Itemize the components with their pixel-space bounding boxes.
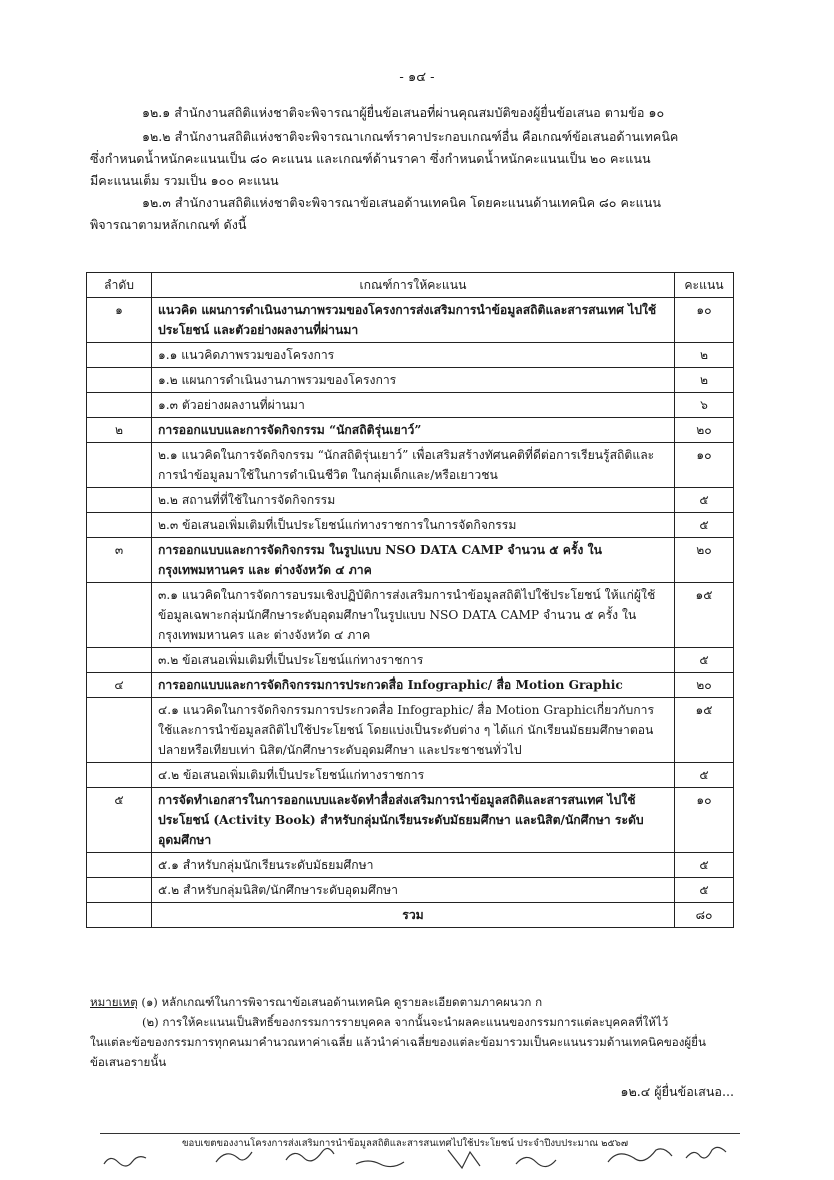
total-empty-cell <box>87 903 152 928</box>
row-order <box>87 698 152 763</box>
row-score: ๕ <box>675 763 734 788</box>
row-score: ๕ <box>675 513 734 538</box>
row-score: ๕ <box>675 488 734 513</box>
row-order: ๔ <box>87 673 152 698</box>
signature-mark <box>516 1157 556 1166</box>
row-score: ๒ <box>675 368 734 393</box>
para-12-2-line2: ซึ่งกำหนดน้ำหนักคะแนนเป็น ๘๐ คะแนน และเกณฑ์ด้านราคา ซึ่งกำหนดน้ำหนักคะแนนเป็น ๒๐ คะแนน <box>90 151 651 166</box>
row-score: ๑๕ <box>675 583 734 648</box>
footer-rule <box>100 1133 740 1134</box>
row-order <box>87 513 152 538</box>
table-row <box>87 583 734 648</box>
table-row <box>87 488 734 513</box>
notes-section <box>90 992 740 1072</box>
row-criteria-sub: ๓.๒ ข้อเสนอเพิ่มเติมที่เป็นประโยชน์แก่ทางราชการ <box>152 648 675 673</box>
row-criteria-sub: ๑.๑ แนวคิดภาพรวมของโครงการ <box>152 343 675 368</box>
row-criteria-main: การออกแบบและการจัดกิจกรรมการประกวดสื่อ Infographic/ สื่อ Motion Graphic <box>152 673 675 698</box>
row-criteria-main: การจัดทำเอกสารในการออกแบบและจัดทำสื่อส่งเสริมการนำข้อมูลสถิติและสารสนเทศ ไปใช้ประโยชน์ (Activity Book) สำหรับกลุ่มนักเรียนระดับมัธยมศึกษา และนิสิต/นักศึกษา ระดับอุดมศึกษา <box>152 788 675 853</box>
signature-mark <box>686 1147 726 1158</box>
row-criteria-sub: ๒.๒ สถานที่ที่ใช้ในการจัดกิจกรรม <box>152 488 675 513</box>
table-row <box>87 673 734 698</box>
signature-mark <box>448 1150 480 1168</box>
row-score: ๑๐ <box>675 443 734 488</box>
row-order <box>87 368 152 393</box>
row-score: ๕ <box>675 648 734 673</box>
para-12-2-line3: มีคะแนนเต็ม รวมเป็น ๑๐๐ คะแนน <box>90 173 279 188</box>
row-criteria-sub: ๕.๑ สำหรับกลุ่มนักเรียนระดับมัธยมศึกษา <box>152 853 675 878</box>
note-2-line3: ข้อเสนอรายนั้น <box>90 1055 167 1069</box>
table-row <box>87 698 734 763</box>
row-order <box>87 488 152 513</box>
section-12-text <box>90 102 730 236</box>
header-criteria: เกณฑ์การให้คะแนน <box>152 273 675 298</box>
table-row <box>87 368 734 393</box>
row-order: ๒ <box>87 418 152 443</box>
row-order: ๓ <box>87 538 152 583</box>
table-row <box>87 538 734 583</box>
note-2-line1: (๒) การให้คะแนนเป็นสิทธิ์ของกรรมการรายบุคคล จากนั้นจะนำผลคะแนนของกรรมการแต่ละบุคคลที่ให้ไว้ <box>142 1015 669 1029</box>
table-row <box>87 853 734 878</box>
table-row <box>87 418 734 443</box>
header-order: ลำดับ <box>87 273 152 298</box>
row-score: ๖ <box>675 393 734 418</box>
signature-mark <box>608 1149 672 1162</box>
row-score: ๒๐ <box>675 673 734 698</box>
signature-mark <box>356 1161 404 1167</box>
signatures-row <box>96 1140 736 1174</box>
signature-mark <box>216 1152 252 1162</box>
table-row <box>87 513 734 538</box>
signature-mark <box>286 1148 334 1160</box>
footer-text: ขอบเขตของงานโครงการส่งเสริมการนำข้อมูลสถิติและสารสนเทศไปใช้ประโยชน์ ประจำปีงบประมาณ ๒๕๖๗ <box>182 1138 629 1149</box>
table-row <box>87 443 734 488</box>
row-criteria-sub: ๓.๑ แนวคิดในการจัดการอบรมเชิงปฏิบัติการส่งเสริมการนำข้อมูลสถิติไปใช้ประโยชน์ ให้แก่ผู้ใช้ข้อมูลเฉพาะกลุ่มนักศึกษาระดับอุดมศึกษาในรูปแบบ NSO DATA CAMP จำนวน ๕ ครั้ง ในกรุงเทพมหานคร และ ต่างจังหวัด ๔ ภาค <box>152 583 675 648</box>
row-score: ๒ <box>675 343 734 368</box>
row-order <box>87 583 152 648</box>
row-criteria-sub: ๒.๓ ข้อเสนอเพิ่มเติมที่เป็นประโยชน์แก่ทางราชการในการจัดกิจกรรม <box>152 513 675 538</box>
row-score: ๑๕ <box>675 698 734 763</box>
row-score: ๕ <box>675 853 734 878</box>
row-criteria-sub: ๔.๑ แนวคิดในการจัดกิจกรรมการประกวดสื่อ Infographic/ สื่อ Motion Graphicเกี่ยวกับการใช้และการนำข้อมูลสถิติไปใช้ประโยชน์ โดยแบ่งเป็นระดับต่าง ๆ ได้แก่ นักเรียนมัธยมศึกษาตอนปลายหรือเทียบเท่า นิสิต/นักศึกษาระดับอุดมศึกษา และประชาชนทั่วไป <box>152 698 675 763</box>
table-row <box>87 788 734 853</box>
note-label: หมายเหตุ <box>90 995 138 1009</box>
table-total-row <box>87 903 734 928</box>
row-criteria-sub: ๒.๑ แนวคิดในการจัดกิจกรรม “นักสถิติรุ่นเยาว์” เพื่อเสริมสร้างทัศนคติที่ดีต่อการเรียนรู้สถิติและการนำข้อมูลมาใช้ในการดำเนินชีวิต ในกลุ่มเด็กและ/หรือเยาวชน <box>152 443 675 488</box>
row-order <box>87 763 152 788</box>
row-order <box>87 443 152 488</box>
row-score: ๕ <box>675 878 734 903</box>
total-label: รวม <box>152 903 675 928</box>
row-order <box>87 393 152 418</box>
table-row <box>87 343 734 368</box>
note-2-line2: ในแต่ละข้อของกรรมการทุกคนมาคำนวณหาค่าเฉลี่ย แล้วนำค่าเฉลี่ยของแต่ละข้อมารวมเป็นคะแนนรวมด้านเทคนิคของผู้ยื่น <box>90 1035 706 1049</box>
header-score: คะแนน <box>675 273 734 298</box>
row-score: ๒๐ <box>675 538 734 583</box>
table-row <box>87 648 734 673</box>
note-1 <box>90 992 740 1012</box>
table-row <box>87 878 734 903</box>
note-1-text: (๑) หลักเกณฑ์ในการพิจารณาข้อเสนอด้านเทคนิค ดูรายละเอียดตามภาคผนวก ก <box>141 995 543 1009</box>
row-order <box>87 343 152 368</box>
row-score: ๑๐ <box>675 298 734 343</box>
row-criteria-main: การออกแบบและการจัดกิจกรรม ในรูปแบบ NSO DATA CAMP จำนวน ๕ ครั้ง ในกรุงเทพมหานคร และ ต่างจังหวัด ๔ ภาค <box>152 538 675 583</box>
table-header-row <box>87 273 734 298</box>
scoring-table <box>86 272 734 928</box>
signature-mark <box>104 1157 146 1166</box>
row-score: ๑๐ <box>675 788 734 853</box>
para-12-3-line1: ๑๒.๓ สำนักงานสถิติแห่งชาติจะพิจารณาข้อเสนอด้านเทคนิค โดยคะแนนด้านเทคนิค ๘๐ คะแนน <box>142 195 661 210</box>
continuation-text: ๑๒.๔ ผู้ยื่นข้อเสนอ... <box>620 1084 734 1099</box>
para-12-3-line2: พิจารณาตามหลักเกณฑ์ ดังนี้ <box>90 217 247 232</box>
row-criteria-sub: ๔.๒ ข้อเสนอเพิ่มเติมที่เป็นประโยชน์แก่ทางราชการ <box>152 763 675 788</box>
row-criteria-sub: ๕.๒ สำหรับกลุ่มนิสิต/นักศึกษาระดับอุดมศึกษา <box>152 878 675 903</box>
row-criteria-sub: ๑.๒ แผนการดำเนินงานภาพรวมของโครงการ <box>152 368 675 393</box>
page-number: - ๑๔ - <box>399 70 435 85</box>
row-order <box>87 853 152 878</box>
para-12-1: ๑๒.๑ สำนักงานสถิติแห่งชาติจะพิจารณาผู้ยื่นข้อเสนอที่ผ่านคุณสมบัติของผู้ยื่นข้อเสนอ ตามข้อ ๑๐ <box>142 105 665 120</box>
row-criteria-main: แนวคิด แผนการดำเนินงานภาพรวมของโครงการส่งเสริมการนำข้อมูลสถิติและสารสนเทศ ไปใช้ประโยชน์ และตัวอย่างผลงานที่ผ่านมา <box>152 298 675 343</box>
row-order: ๕ <box>87 788 152 853</box>
row-criteria-main: การออกแบบและการจัดกิจกรรม “นักสถิติรุ่นเยาว์” <box>152 418 675 443</box>
row-order <box>87 648 152 673</box>
table-row <box>87 763 734 788</box>
total-score: ๘๐ <box>675 903 734 928</box>
row-score: ๒๐ <box>675 418 734 443</box>
row-order: ๑ <box>87 298 152 343</box>
table-row <box>87 393 734 418</box>
table-row <box>87 298 734 343</box>
row-order <box>87 878 152 903</box>
row-criteria-sub: ๑.๓ ตัวอย่างผลงานที่ผ่านมา <box>152 393 675 418</box>
para-12-2-line1: ๑๒.๒ สำนักงานสถิติแห่งชาติจะพิจารณาเกณฑ์ราคาประกอบเกณฑ์อื่น คือเกณฑ์ข้อเสนอด้านเทคนิค <box>142 129 679 144</box>
